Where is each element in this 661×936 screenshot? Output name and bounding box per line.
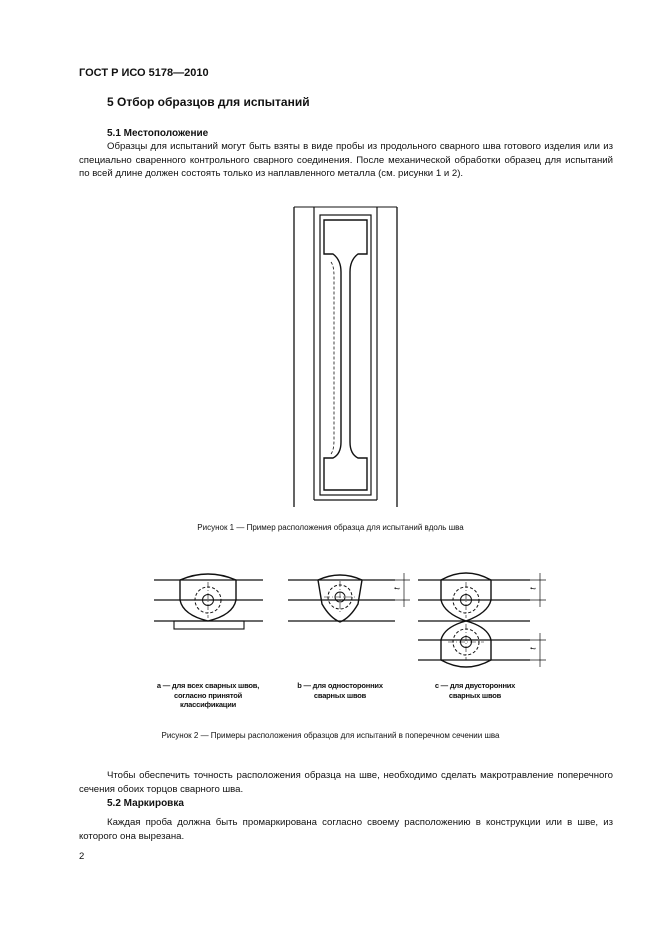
figure-2c-section — [418, 573, 546, 667]
dimension-label-t: t — [528, 647, 538, 650]
subsection-title-marking: 5.2 Маркировка — [107, 798, 184, 809]
paragraph-marking: Каждая проба должна быть промаркирована согласно своему расположению в конструкции или в шве, из которого она вырезана. — [79, 817, 613, 842]
dimension-label-t: t — [528, 587, 538, 590]
figure-2a-section — [154, 574, 263, 629]
figure-2b-label — [278, 681, 402, 700]
figure-1-caption: Рисунок 1 — Пример расположения образца для испытаний вдоль шва — [197, 523, 464, 532]
document-header: ГОСТ Р ИСО 5178—2010 — [79, 67, 209, 79]
figure-2a-label — [140, 681, 276, 710]
figure-2b-section — [288, 573, 410, 622]
figure-2a-label-line: a — для всех сварных швов, — [156, 681, 260, 690]
figure-2-caption: Рисунок 2 — Примеры расположения образцов для испытаний в поперечном сечении шва — [161, 731, 500, 740]
figure-2c-label-line: сварных швов — [448, 690, 502, 700]
subsection-title-location: 5.1 Местоположение — [107, 128, 209, 139]
section-title: 5 Отбор образцов для испытаний — [107, 95, 310, 109]
paragraph-location: Образцы для испытаний могут быть взяты в виде пробы из продольного сварного шва готового изделия или из специально сваренного контрольного сварного соединения. После механической обработки образец для испытаний по всей длине должен состоять только из наплавленного металла (см. рисунки 1 и 2). — [79, 141, 613, 180]
figure-2b-label-line: b — для односторонних — [297, 681, 383, 690]
paragraph-macroetching: Чтобы обеспечить точность расположения образца на шве, необходимо сделать макротравление поперечного сечения обоих торцов сварного шва. — [79, 770, 613, 795]
page-number: 2 — [79, 851, 85, 862]
figure-2a-label-line: согласно принятой — [174, 690, 242, 700]
figure-2c-label-line: c — для двусторонних — [434, 681, 516, 690]
figure-2a-label-line: классификации — [179, 700, 237, 709]
figure-2b-label-line: сварных швов — [313, 690, 367, 700]
dimension-label-t: t — [392, 587, 402, 590]
figure-2c-label — [412, 681, 538, 700]
